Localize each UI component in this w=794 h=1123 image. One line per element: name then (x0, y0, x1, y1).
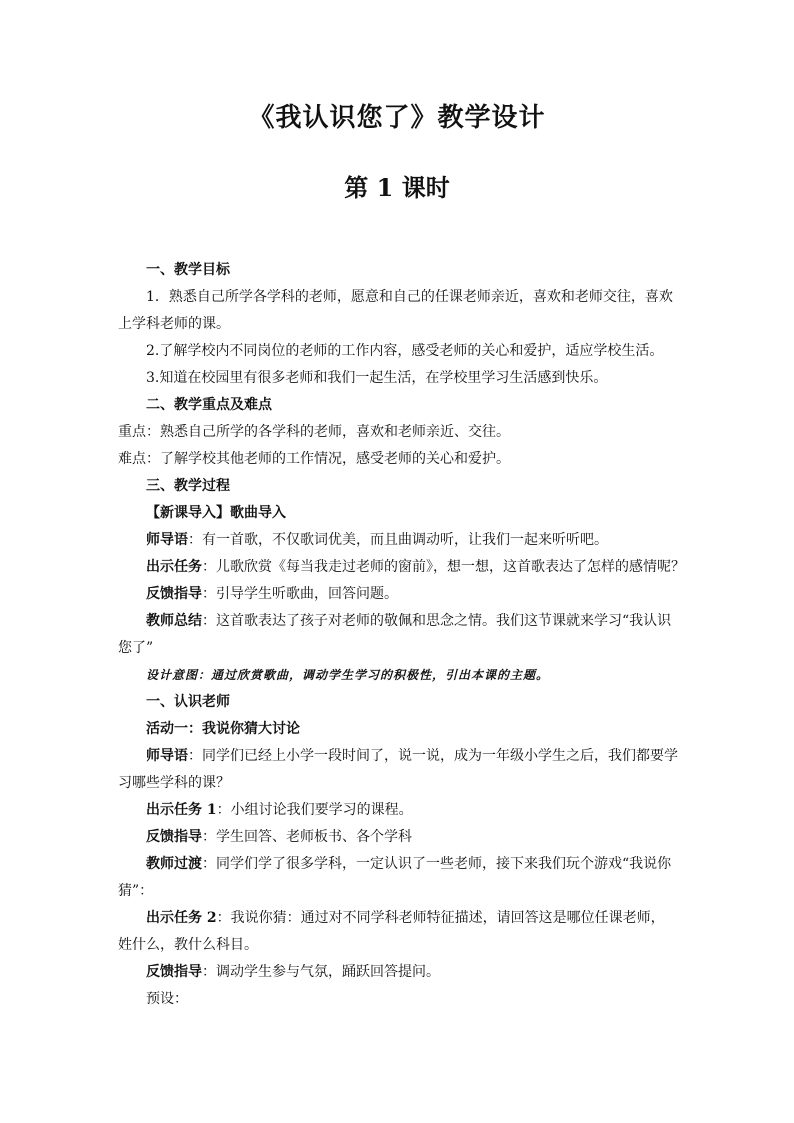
part-heading-know-teachers: 一、认识老师 (146, 694, 230, 710)
paragraph-text: ：儿歌欣赏《每当我走过老师的窗前》，想一想，这首歌表达了怎样的感情呢？ (202, 559, 685, 575)
paragraph-text: ：学生回答、老师板书、各个学科 (202, 829, 412, 845)
document-title: 《我认识您了》教学设计 (248, 103, 546, 133)
activity-task-1 (118, 797, 678, 824)
paragraph-label: 出示任务 1 (146, 802, 217, 818)
paragraph-text: ：我说你猜：通过对不同学科老师特征描述，请回答这是哪位任课老师，姓什么，教什么科目。 (118, 910, 665, 953)
activity-title: 活动一：我说你猜大讨论 (146, 721, 300, 737)
paragraph-text: ：同学们已经上小学一段时间了，说一说，成为一年级小学生之后，我们都要学习哪些学科的课？ (118, 748, 678, 791)
key-point: 重点：熟悉自己所学的各学科的老师，喜欢和老师亲近、交往。 (118, 424, 510, 440)
paragraph-label: 反馈指导 (146, 586, 202, 602)
activity-feedback-1 (118, 824, 678, 851)
paragraph-text: ：引导学生听歌曲，回答问题。 (202, 586, 398, 602)
paragraph-label: 教师过渡 (146, 856, 202, 872)
paragraph-text: ：这首歌表达了孩子对老师的敬佩和思念之情。我们这节课就来学习“我认识您了” (118, 613, 672, 656)
intro-feedback (118, 581, 678, 608)
intro-label: 【新课导入】歌曲导入 (146, 505, 286, 521)
intro-summary (118, 608, 678, 662)
difficult-point: 难点：了解学校其他老师的工作情况，感受老师的关心和爱护。 (118, 451, 510, 467)
section-heading-goals: 一、教学目标 (146, 262, 230, 278)
goal-item-3: 3.知道在校园里有很多老师和我们一起生活，在学校里学习生活感到快乐。 (146, 370, 608, 386)
goal-item-2: 2.了解学校内不同岗位的老师的工作内容，感受老师的关心和爱护，适应学校生活。 (146, 343, 664, 359)
lesson-subtitle: 第 1 课时 (344, 173, 450, 202)
intro-teacher-guide (118, 527, 678, 554)
paragraph-label: 反馈指导 (146, 829, 202, 845)
paragraph-text: ：调动学生参与气氛，踊跃回答提问。 (202, 964, 440, 980)
intro-task (118, 554, 685, 581)
activity-transition (118, 851, 678, 905)
activity-task-2 (118, 905, 678, 959)
section-heading-process: 三、教学过程 (146, 478, 230, 494)
activity-teacher-guide (118, 743, 678, 797)
paragraph-text: ：有一首歌，不仅歌词优美，而且曲调动听，让我们一起来听听吧。 (188, 532, 608, 548)
preset-label: 预设： (146, 991, 188, 1007)
paragraph-label: 师导语 (146, 748, 188, 764)
activity-feedback-2 (118, 959, 678, 986)
paragraph-label: 教师总结 (146, 613, 202, 629)
document-body (118, 257, 685, 1013)
paragraph-text: ：小组讨论我们要学习的课程。 (216, 802, 413, 818)
paragraph-text: ：同学们学了很多学科，一定认识了一些老师，接下来我们玩个游戏“我说你猜”： (118, 856, 672, 899)
paragraph-label: 出示任务 2 (146, 910, 217, 926)
paragraph-label: 反馈指导 (146, 964, 202, 980)
paragraph-label: 师导语 (146, 532, 188, 548)
section-heading-key-points: 二、教学重点及难点 (146, 397, 272, 413)
design-intent-note: 设计意图：通过欣赏歌曲，调动学生学习的积极性，引出本课的主题。 (146, 668, 550, 682)
goal-item-1: 1．熟悉自己所学各学科的老师，愿意和自己的任课老师亲近，喜欢和老师交往，喜欢上学科老师的课。 (118, 289, 673, 332)
paragraph-label: 出示任务 (146, 559, 202, 575)
